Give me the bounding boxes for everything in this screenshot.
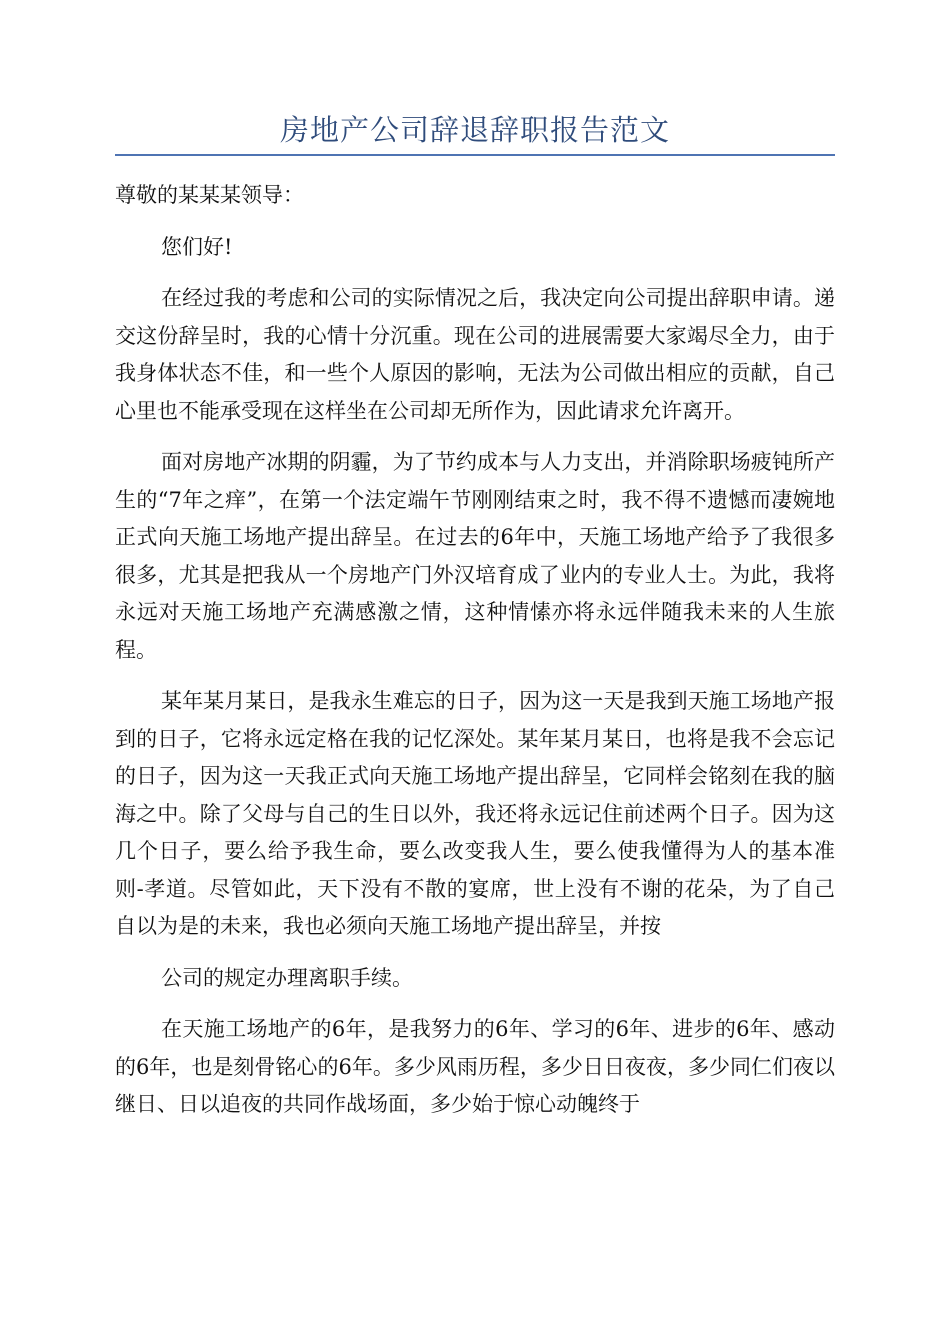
body-paragraph: 面对房地产冰期的阴霾，为了节约成本与人力支出，并消除职场疲钝所产生的“7年之痒”，在第一个法定端午节刚刚结束之时，我不得不遗憾而凄婉地正式向天施工场地产提出辞呈。在过去的6年中，天施工场地产给予了我很多很多，尤其是把我从一个房地产门外汉培育成了业内的专业人士。为此，我将永远对天施工场地产充满感激之情，这种情愫亦将永远伴随我未来的人生旅程。 bbox=[115, 450, 835, 662]
body-paragraph: 在天施工场地产的6年，是我努力的6年、学习的6年、进步的6年、感动的6年，也是刻骨铭心的6年。多少风雨历程，多少日日夜夜，多少同仁们夜以继日、日以追夜的共同作战场面，多少始于惊心动魄终于 bbox=[115, 1017, 835, 1116]
title-underline bbox=[115, 154, 835, 156]
document-title: 房地产公司辞退辞职报告范文 bbox=[279, 113, 670, 147]
body-paragraph: 在经过我的考虑和公司的实际情况之后，我决定向公司提出辞职申请。递交这份辞呈时，我的心情十分沉重。现在公司的进展需要大家竭尽全力，由于我身体状态不佳，和一些个人原因的影响，无法为公司做出相应的贡献，自己心里也不能承受现在这样坐在公司却无所作为，因此请求允许离开。 bbox=[115, 286, 835, 423]
document-body bbox=[115, 177, 835, 1138]
greeting: 您们好! bbox=[161, 234, 233, 259]
body-paragraph: 某年某月某日，是我永生难忘的日子，因为这一天是我到天施工场地产报到的日子，它将永远定格在我的记忆深处。某年某月某日，也将是我不会忘记的日子，因为这一天我正式向天施工场地产提出辞呈，它同样会铭刻在我的脑海之中。除了父母与自己的生日以外，我还将永远记住前述两个日子。因为这几个日子，要么给予我生命，要么改变我人生，要么使我懂得为人的基本准则-孝道。尽管如此，天下没有不散的宴席，世上没有不谢的花朵，为了自己自以为是的未来，我也必须向天施工场地产提出辞呈，并按 bbox=[115, 689, 835, 938]
salutation: 尊敬的某某某领导： bbox=[115, 183, 304, 207]
body-paragraph: 公司的规定办理离职手续。 bbox=[161, 965, 413, 990]
